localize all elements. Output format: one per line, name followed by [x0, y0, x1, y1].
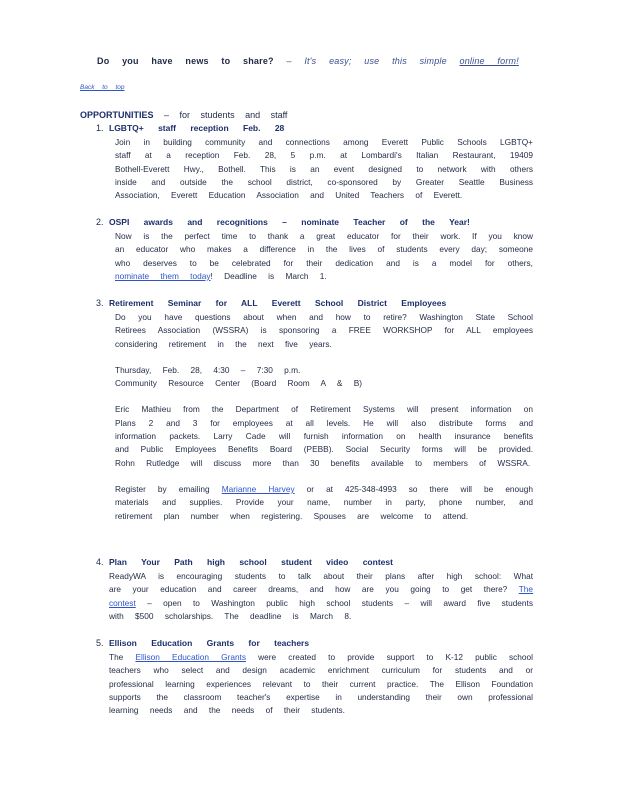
item-text: were created to provide support to K-12 public school teachers who select and design academic enrichment curriculum for students and or professional learning experiences relevant to their current practice. The Ellison Foundation supports the classroom teacher's expertise in understanding their own professional learning needs and the needs of their students.: [109, 652, 533, 716]
item-title: LGBTQ+ staff reception Feb. 28: [109, 123, 285, 133]
item-paragraph: [115, 230, 533, 283]
opportunities-subtitle: – for students and staff: [164, 110, 288, 120]
item-title: Retirement Seminar for ALL Everett School District Employees: [109, 298, 447, 308]
news-question: Do you have news to share?: [97, 56, 274, 66]
item-text: ReadyWA is encouraging students to talk about their plans after high school: What are your education and career dreams, and how are you going to get there?: [109, 571, 533, 595]
grants-link[interactable]: Ellison Education Grants: [135, 652, 247, 662]
event-location: Community Resource Center (Board Room A & B): [115, 378, 362, 389]
back-to-top-link[interactable]: Back to top: [80, 84, 125, 91]
item-number: 1.: [96, 123, 104, 133]
item-number: 2.: [96, 217, 104, 227]
item-title: OSPI awards and recognitions – nominate Teacher of the Year!: [109, 217, 470, 227]
item-body: [115, 311, 533, 523]
item-body: [109, 651, 533, 717]
item-text: – open to Washington public high school students – will award five students with $500 scholarships. The deadline is March 8.: [109, 597, 533, 621]
news-tagline: – It's easy; use this simple: [286, 56, 447, 66]
item-paragraph: [115, 364, 533, 391]
item-paragraph: Do you have questions about when and how to retire? Washington State School Retirees Association (WSSRA) is sponsoring a FREE WORKSHOP for ALL employees considering retirement in the next five years.: [115, 312, 533, 349]
contest-link[interactable]: The contest: [109, 584, 534, 608]
item-text: The: [109, 652, 124, 662]
item-body: [115, 136, 533, 202]
item-text: Now is the perfect time to thank a great educator for their work. If you know an educator who makes a difference in the lives of students every day; someone who deserves to be celebrated for their dedication and is a model for others,: [115, 231, 533, 268]
event-datetime: Thursday, Feb. 28, 4:30 – 7:30 p.m.: [115, 364, 301, 375]
item-body: [115, 230, 533, 283]
item-number: 4.: [96, 557, 104, 567]
opportunities-heading: [80, 110, 287, 120]
item-paragraph: [109, 570, 533, 623]
item-text: or at 425-348-4993 so there will be enough materials and supplies. Provide your name, number in party, phone number, and retirement plan number when registering. Spouses are welcome to attend.: [115, 483, 533, 521]
email-link[interactable]: Marianne Harvey: [221, 483, 295, 494]
online-form-link[interactable]: online form: [459, 56, 517, 66]
item-text: Register by emailing: [115, 483, 210, 494]
item-paragraph: Join in building community and connections among Everett Public Schools LGBTQ+ staff at a reception Feb. 28, 5 p.m. at Lombardi's Italian Restaurant, 19409 Bothell-Everett Hwy., Bothell. This is an event designed to network with others inside and outside the school district, co-sponsored by Greater Seattle Business Association, Everett Education Association and United Teachers of Everett.: [115, 137, 533, 201]
item-paragraph: Eric Mathieu from the Department of Retirement Systems will present information on Plans 2 and 3 for employees at all levels. He will also distribute forms and information packets. Larry Cade will furnish information on health insurance benefits and Public Employees Benefits Board (PEBB). Social Security forms will be provided. Rohn Rutledge will discuss more than 30 benefits available to members of WSSRA.: [115, 404, 533, 468]
item-text: ! Deadline is March 1.: [210, 270, 327, 281]
tagline-suffix: !: [516, 56, 519, 66]
item-paragraph: [109, 651, 533, 717]
item-number: 3.: [96, 298, 104, 308]
news-share-prompt: [97, 56, 519, 66]
item-number: 5.: [96, 638, 104, 648]
item-title: Plan Your Path high school student video contest: [109, 557, 393, 567]
item-body: [109, 570, 533, 623]
item-paragraph: [115, 483, 533, 523]
opportunities-title: OPPORTUNITIES: [80, 110, 154, 120]
nominate-link[interactable]: nominate them today: [115, 270, 211, 281]
item-title: Ellison Education Grants for teachers: [109, 638, 310, 648]
